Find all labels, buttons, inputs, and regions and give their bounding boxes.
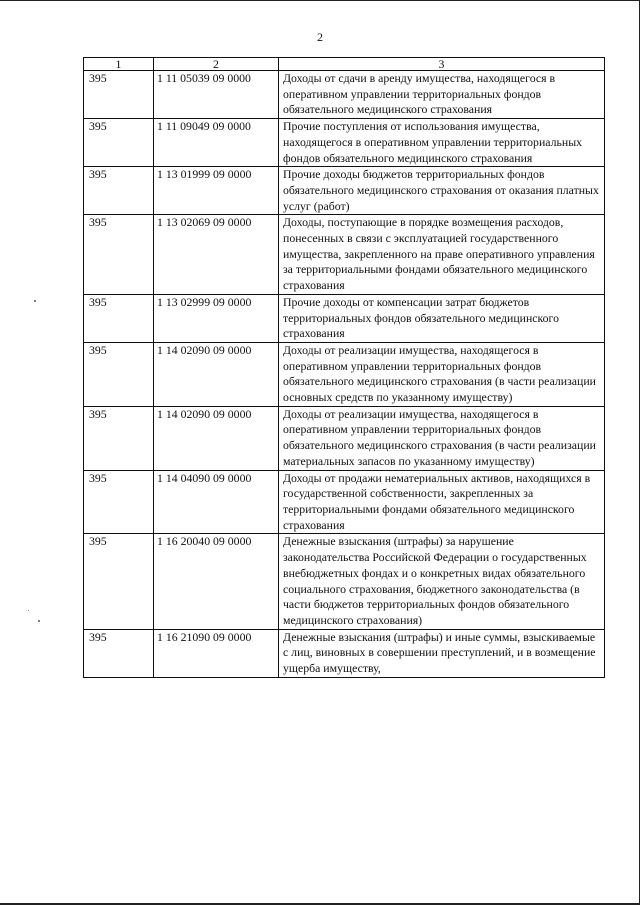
admin-code-cell: 395 (84, 215, 154, 295)
admin-code-cell: 395 (84, 294, 154, 342)
table-row (84, 629, 605, 677)
column-header-3: 3 (279, 58, 605, 71)
income-code-cell: 1 13 01999 09 0000 (154, 167, 279, 215)
admin-code-cell: 395 (84, 629, 154, 677)
income-name-cell: Прочие доходы от компенсации затрат бюджетов территориальных фондов обязательного медицинского страхования (279, 294, 605, 342)
table-row (84, 71, 605, 119)
income-code-cell: 1 14 04090 09 0000 (154, 470, 279, 534)
income-code-cell: 1 13 02069 09 0000 (154, 215, 279, 295)
income-code-cell: 1 14 02090 09 0000 (154, 342, 279, 406)
income-name-cell: Доходы от реализации имущества, находящегося в оперативном управлении территориальных фондов обязательного медицинского страхования (в части реализации основных средств по указанному имуществу) (279, 342, 605, 406)
income-code-cell: 1 13 02999 09 0000 (154, 294, 279, 342)
admin-code-cell: 395 (84, 167, 154, 215)
table-row (84, 167, 605, 215)
admin-code-cell: 395 (84, 470, 154, 534)
scan-speck (34, 300, 36, 302)
table-row (84, 119, 605, 167)
income-name-cell: Доходы от продажи нематериальных активов, находящихся в государственной собственности, закрепленных за территориальными фондами обязательного медицинского страхования (279, 470, 605, 534)
income-code-cell: 1 16 21090 09 0000 (154, 629, 279, 677)
admin-code-cell: 395 (84, 406, 154, 470)
page-number: 2 (317, 30, 323, 44)
income-name-cell: Денежные взыскания (штрафы) и иные суммы, взыскиваемые с лиц, виновных в совершении преступлений, и в возмещение ущерба имуществу, (279, 629, 605, 677)
admin-code-cell: 395 (84, 534, 154, 629)
income-codes-table (83, 57, 605, 678)
income-name-cell: Прочие доходы бюджетов территориальных фондов обязательного медицинского страхования от оказания платных услуг (работ) (279, 167, 605, 215)
table-row (84, 215, 605, 295)
admin-code-cell: 395 (84, 119, 154, 167)
income-name-cell: Денежные взыскания (штрафы) за нарушение законодательства Российской Федерации о государственных внебюджетных фондах и о конкретных видах обязательного социального страхования, бюджетного законодательства (в части бюджетов территориальных фондов обязательного медицинского страхования) (279, 534, 605, 629)
income-name-cell: Прочие поступления от использования имущества, находящегося в оперативном управлении территориальных фондов обязательного медицинского страхования (279, 119, 605, 167)
income-name-cell: Доходы от сдачи в аренду имущества, находящегося в оперативном управлении территориальных фондов обязательного медицинского страхования (279, 71, 605, 119)
scan-edge-top (0, 0, 640, 1)
income-name-cell: Доходы, поступающие в порядке возмещения расходов, понесенных в связи с эксплуатацией государственного имущества, закрепленного на праве оперативного управления за территориальными фондами обязательного медицинского страхования (279, 215, 605, 295)
scan-speck (38, 620, 40, 622)
table-row (84, 534, 605, 629)
income-code-cell: 1 14 02090 09 0000 (154, 406, 279, 470)
income-code-cell: 1 16 20040 09 0000 (154, 534, 279, 629)
column-header-2: 2 (154, 58, 279, 71)
income-code-cell: 1 11 09049 09 0000 (154, 119, 279, 167)
admin-code-cell: 395 (84, 71, 154, 119)
table-header-row (84, 58, 605, 71)
admin-code-cell: 395 (84, 342, 154, 406)
income-name-cell: Доходы от реализации имущества, находящегося в оперативном управлении территориальных фондов обязательного медицинского страхования (в части реализации материальных запасов по указанному имуществу) (279, 406, 605, 470)
income-code-cell: 1 11 05039 09 0000 (154, 71, 279, 119)
scan-speck (28, 610, 29, 611)
column-header-1: 1 (84, 58, 154, 71)
table-row (84, 342, 605, 406)
table-row (84, 406, 605, 470)
table-row (84, 294, 605, 342)
table-row (84, 470, 605, 534)
